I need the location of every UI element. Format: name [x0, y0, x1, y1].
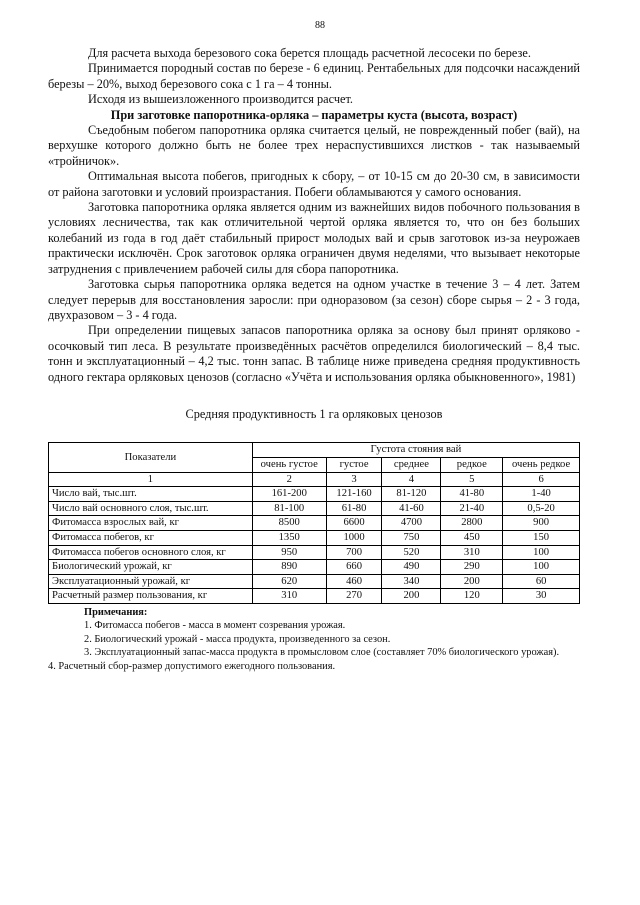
table-cell: 1350 — [252, 530, 326, 545]
table-cell: 900 — [503, 516, 580, 531]
productivity-table — [48, 442, 580, 604]
table-row — [49, 560, 580, 575]
table-row — [49, 516, 580, 531]
body-paragraph: Съедобным побегом папоротника орляка считается целый, не поврежденный побег (вай), на верхушке которого должно быть не более трех нераспустившихся листков - так называемый «тройничок». — [48, 123, 580, 168]
table-notes — [48, 606, 580, 673]
header-indicator: Показатели — [49, 443, 253, 472]
table-cell: 100 — [503, 545, 580, 560]
table-cell: 310 — [441, 545, 503, 560]
table-cell: 2800 — [441, 516, 503, 531]
table-cell: 21-40 — [441, 501, 503, 516]
column-number: 2 — [252, 472, 326, 487]
note-item: 2. Биологический урожай - масса продукта, произведенного за сезон. — [84, 633, 391, 645]
header-group: Густота стояния вай — [252, 443, 579, 458]
table-cell: 340 — [382, 574, 441, 589]
table-row — [49, 487, 580, 502]
note-item: 1. Фитомасса побегов - масса в момент созревания урожая. — [84, 620, 346, 632]
table-cell: 450 — [441, 530, 503, 545]
body-paragraph: Оптимальная высота побегов, пригодных к сбору, – от 10-15 см до 20-30 см, в зависимости от района заготовки и условий произрастания. Побеги обламываются у самого основания. — [48, 169, 580, 199]
column-header: густое — [326, 457, 382, 472]
column-number: 6 — [503, 472, 580, 487]
row-label: Эксплуатационный урожай, кг — [49, 574, 253, 589]
table-row — [49, 545, 580, 560]
table-cell: 460 — [326, 574, 382, 589]
row-label: Число вай основного слоя, тыс.шт. — [49, 501, 253, 516]
column-number: 4 — [382, 472, 441, 487]
table-cell: 4700 — [382, 516, 441, 531]
table-cell: 620 — [252, 574, 326, 589]
intro-paragraph: Принимается породный состав по березе - 6 единиц. Рентабельных для подсочки насаждений березы – 20%, выход березового сока с 1 га – 4 тонны. — [48, 61, 580, 91]
note-item: 4. Расчетный сбор-размер допустимого ежегодного пользования. — [48, 660, 336, 672]
row-label: Число вай, тыс.шт. — [49, 487, 253, 502]
table-cell: 1000 — [326, 530, 382, 545]
row-label: Фитомасса взрослых вай, кг — [49, 516, 253, 531]
row-label: Биологический урожай, кг — [49, 560, 253, 575]
table-cell: 490 — [382, 560, 441, 575]
table-row — [49, 574, 580, 589]
body-paragraph: Заготовка папоротника орляка является одним из важнейших видов побочного пользования в условиях лесничества, так как отличительной чертой орляка является то, что он без больших колебаний из года в год даёт стабильный прирост молодых вай и срыв заготовок из-за неурожаев практически исключён. Срок заготовок орляка ограничен двумя неделями, что вызывает некоторые затруднения с привлечением рабочей силы для сбора папоротника. — [48, 200, 580, 276]
table-cell: 750 — [382, 530, 441, 545]
column-header: очень редкое — [503, 457, 580, 472]
table-cell: 200 — [441, 574, 503, 589]
table-cell: 200 — [382, 589, 441, 604]
table-cell: 60 — [503, 574, 580, 589]
table-cell: 1-40 — [503, 487, 580, 502]
table-cell: 700 — [326, 545, 382, 560]
table-cell: 890 — [252, 560, 326, 575]
body-paragraph: Заготовка сырья папоротника орляка ведется на одном участке в течение 3 – 4 лет. Затем следует перерыв для восстановления заросли: при одноразовом (за сезон) сборе сырья – 2 - 3 года, двухразовом – 3 - 4 года. — [48, 277, 580, 322]
page-number: 88 — [315, 20, 325, 31]
column-header: очень густое — [252, 457, 326, 472]
section-heading: При заготовке папоротника-орляка – параметры куста (высота, возраст) — [110, 107, 518, 122]
column-number: 3 — [326, 472, 382, 487]
column-header: редкое — [441, 457, 503, 472]
table-cell: 520 — [382, 545, 441, 560]
table-cell: 81-120 — [382, 487, 441, 502]
table-cell: 61-80 — [326, 501, 382, 516]
table-cell: 8500 — [252, 516, 326, 531]
table-cell: 290 — [441, 560, 503, 575]
page-content — [48, 46, 580, 673]
table-cell: 150 — [503, 530, 580, 545]
body-paragraph: При определении пищевых запасов папоротника орляка за основу был принят орляково - осочковый тип леса. В результате произведённых расчётов определился биологический – 8,4 тыс. тонн и эксплуатационный – 4,2 тыс. тонн запас. В таблице ниже приведена средняя продуктивность одного гектара орляковых ценозов (согласно «Учёта и использования орляка обыкновенного», 1981) — [48, 323, 580, 384]
table-row — [49, 501, 580, 516]
row-label: Фитомасса побегов, кг — [49, 530, 253, 545]
intro-paragraph: Исходя из вышеизложенного производится расчет. — [88, 92, 353, 107]
intro-paragraph: Для расчета выхода березового сока берется площадь расчетной лесосеки по березе. — [88, 46, 531, 60]
table-cell: 120 — [441, 589, 503, 604]
table-cell: 30 — [503, 589, 580, 604]
row-label: Фитомасса побегов основного слоя, кг — [49, 545, 253, 560]
column-number: 5 — [441, 472, 503, 487]
table-cell: 310 — [252, 589, 326, 604]
table-cell: 161-200 — [252, 487, 326, 502]
column-number: 1 — [49, 472, 253, 487]
notes-title: Примечания: — [84, 606, 148, 618]
table-cell: 270 — [326, 589, 382, 604]
table-cell: 100 — [503, 560, 580, 575]
row-label: Расчетный размер пользования, кг — [49, 589, 253, 604]
table-row — [49, 530, 580, 545]
table-cell: 660 — [326, 560, 382, 575]
table-cell: 6600 — [326, 516, 382, 531]
table-cell: 0,5-20 — [503, 501, 580, 516]
table-cell: 121-160 — [326, 487, 382, 502]
table-row — [49, 589, 580, 604]
table-cell: 950 — [252, 545, 326, 560]
table-cell: 41-60 — [382, 501, 441, 516]
table-caption: Средняя продуктивность 1 га орляковых ценозов — [185, 406, 443, 421]
table-cell: 41-80 — [441, 487, 503, 502]
note-item: 3. Эксплуатационный запас-масса продукта в промысловом слое (составляет 70% биологического урожая). — [84, 647, 560, 659]
table-cell: 81-100 — [252, 501, 326, 516]
column-header: среднее — [382, 457, 441, 472]
